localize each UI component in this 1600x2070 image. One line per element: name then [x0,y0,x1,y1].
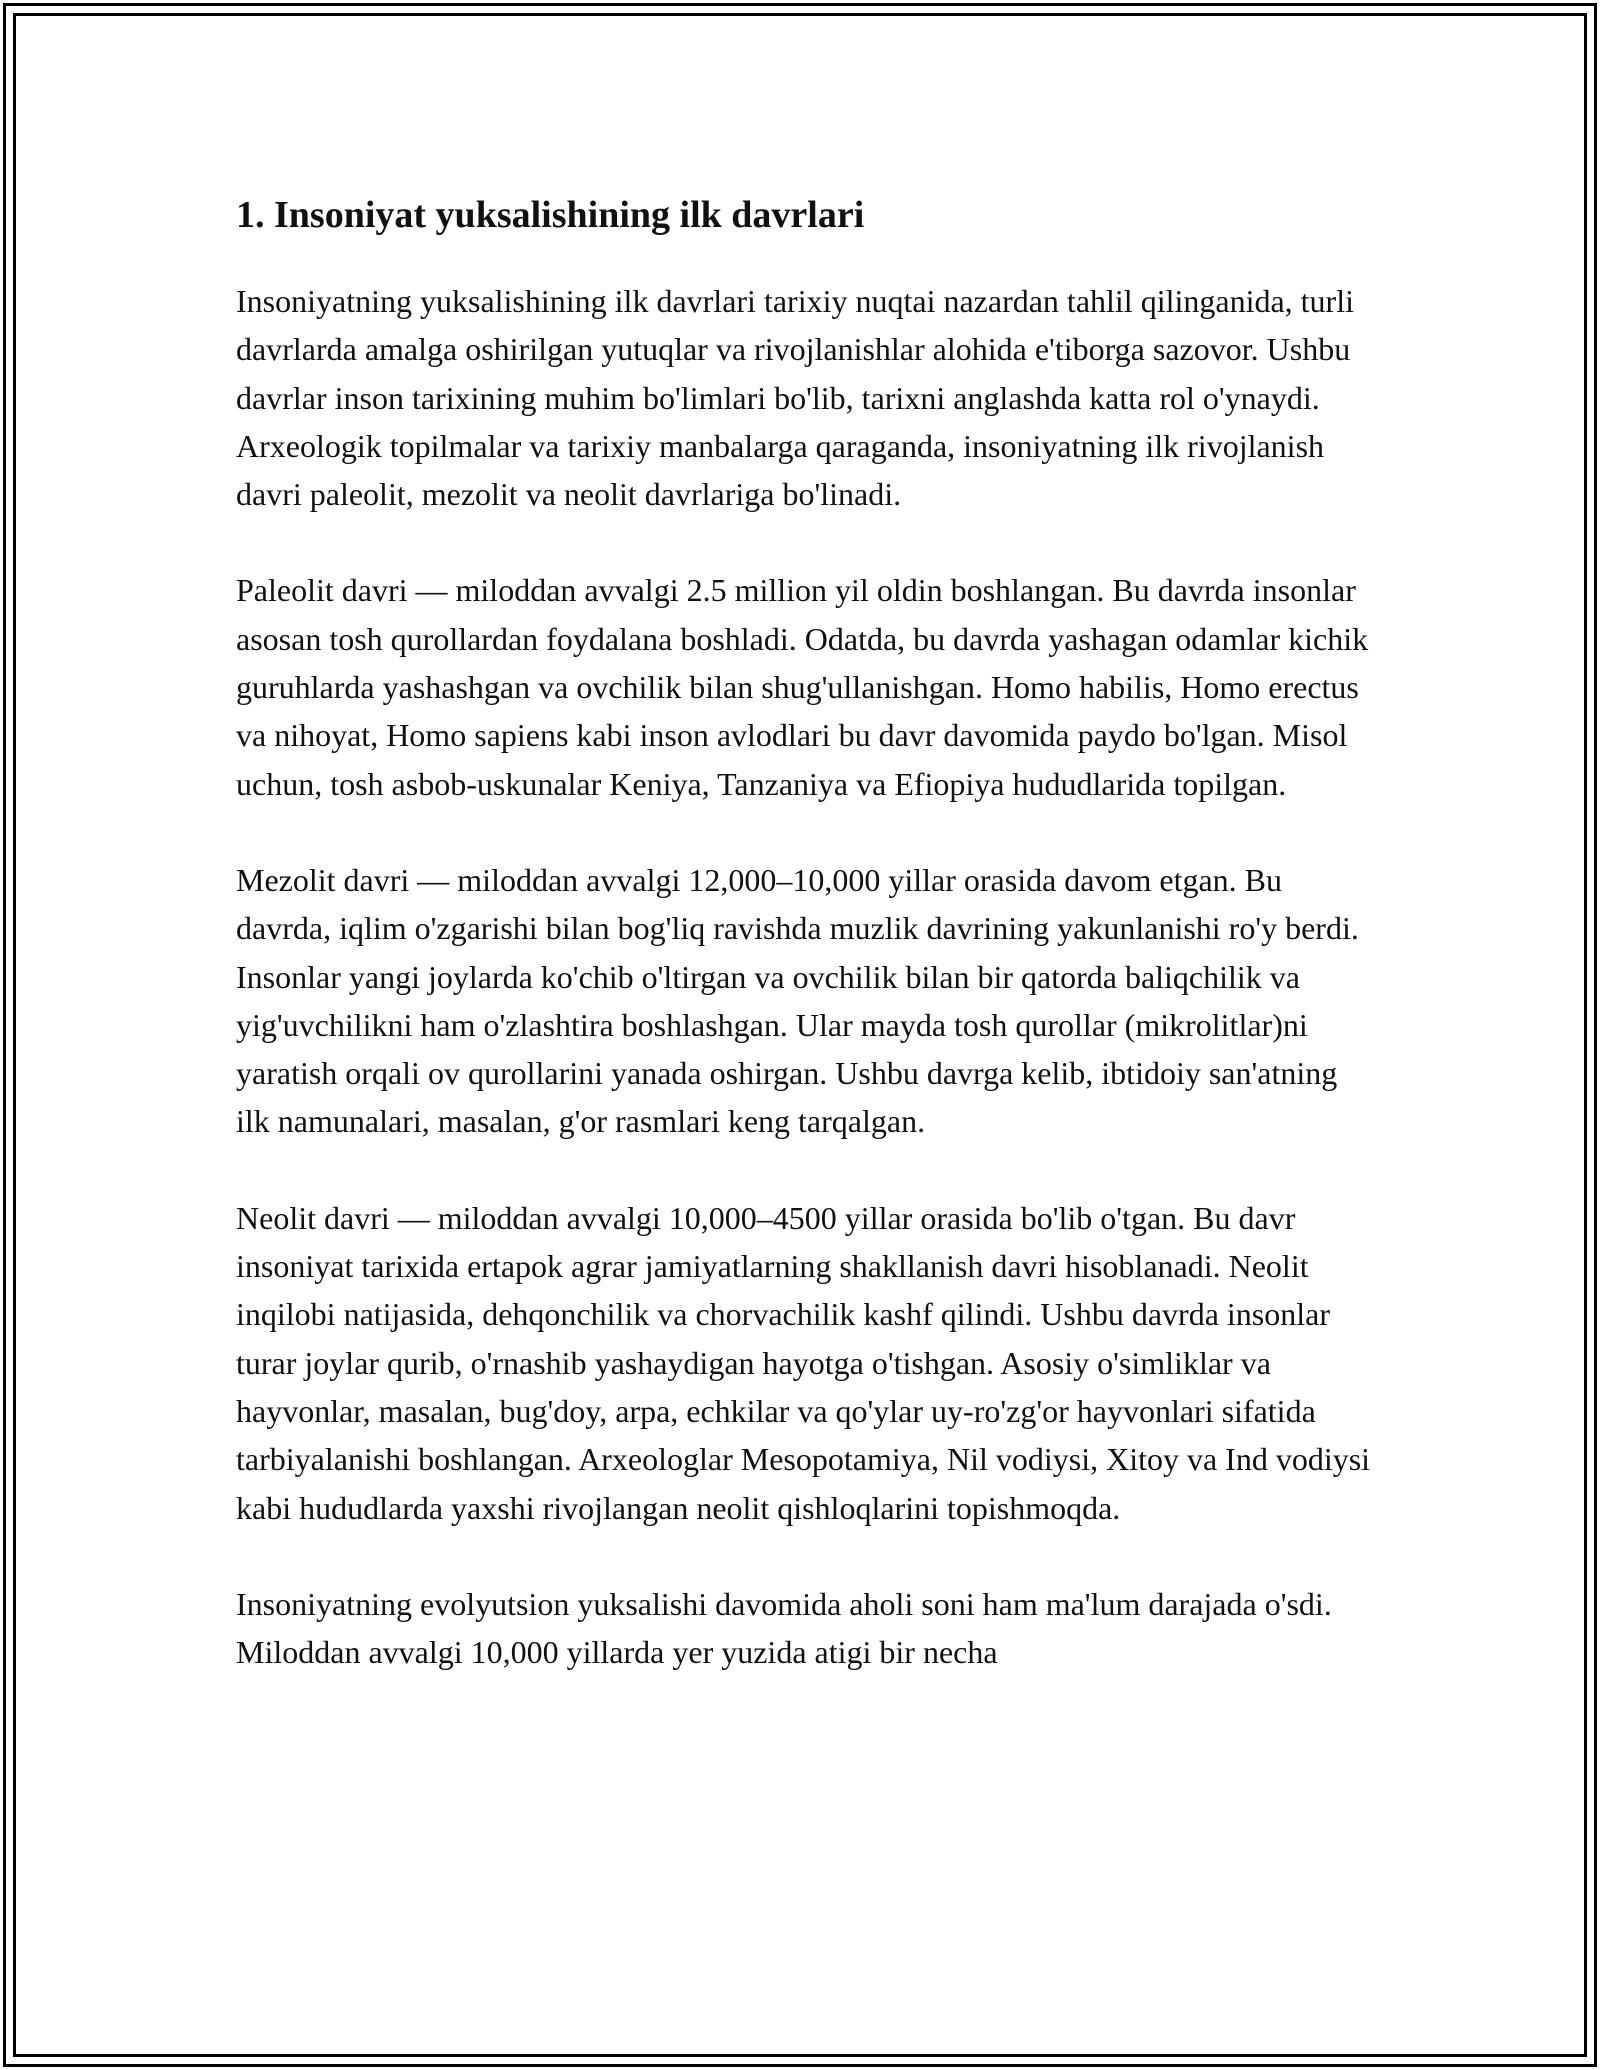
paragraph-neolithic: Neolit davri — miloddan avvalgi 10,000–4500 yillar orasida bo'lib o'tgan. Bu davr insoniyat tarixida ertapok agrar jamiyatlarning shakllanish davri hisoblanadi. Neolit inqilobi natijasida, dehqonchilik va chorvachilik kashf qilindi. Ushbu davrda insonlar turar joylar qurib, o'rnashib yashaydigan hayotga o'tishgan. Asosiy o'simliklar va hayvonlar, masalan, bug'doy, arpa, echkilar va qo'ylar uy-ro'zg'or hayvonlari sifatida tarbiyalanishi boshlangan. Arxeologlar Mesopotamiya, Nil vodiysi, Xitoy va Ind vodiysi kabi hududlarda yaxshi rivojlangan neolit qishloqlarini topishmoqda. [236,1199,1371,1526]
paragraph-population: Insoniyatning evolyutsion yuksalishi davomida aholi soni ham ma'lum darajada o'sdi. Miloddan avvalgi 10,000 yillarda yer yuzida atigi bir necha [236,1585,1332,1671]
section-heading: 1. Insoniyat yuksalishining ilk davrlari [236,194,865,236]
paragraph-intro: Insoniyatning yuksalishining ilk davrlari tarixiy nuqtai nazardan tahlil qilinganida, turli davrlarda amalga oshirilgan yutuqlar va rivojlanishlar alohida e'tiborga sazovor. Ushbu davrlar inson tarixining muhim bo'limlari bo'lib, tarixni anglashda katta rol o'ynaydi. Arxeologik topilmalar va tarixiy manbalarga qaraganda, insoniyatning ilk rivojlanish davri paleolit, mezolit va neolit davrlariga bo'linadi. [236,283,1354,513]
paragraph-paleolithic: Paleolit davri — miloddan avvalgi 2.5 million yil oldin boshlangan. Bu davrda insonlar asosan tosh qurollardan foydalana boshladi. Odatda, bu davrda yashagan odamlar kichik guruhlarda yashashgan va ovchilik bilan shug'ullanishgan. Homo habilis, Homo erectus va nihoyat, Homo sapiens kabi inson avlodlari bu davr davomida paydo bo'lgan. Misol uchun, tosh asbob-uskunalar Keniya, Tanzaniya va Efiopiya hududlarida topilgan. [236,572,1369,802]
document-body [236,185,1376,1724]
paragraph-mesolithic: Mezolit davri — miloddan avvalgi 12,000–10,000 yillar orasida davom etgan. Bu davrda, iqlim o'zgarishi bilan bog'liq ravishda muzlik davrining yakunlanishi ro'y berdi. Insonlar yangi joylarda ko'chib o'ltirgan va ovchilik bilan bir qatorda baliqchilik va yig'uvchilikni ham o'zlashtira boshlashgan. Ular mayda tosh qurollar (mikrolitlar)ni yaratish orqali ov qurollarini yanada oshirgan. Ushbu davrga kelib, ibtidoiy san'atning ilk namunalari, masalan, g'or rasmlari keng tarqalgan. [236,861,1359,1140]
